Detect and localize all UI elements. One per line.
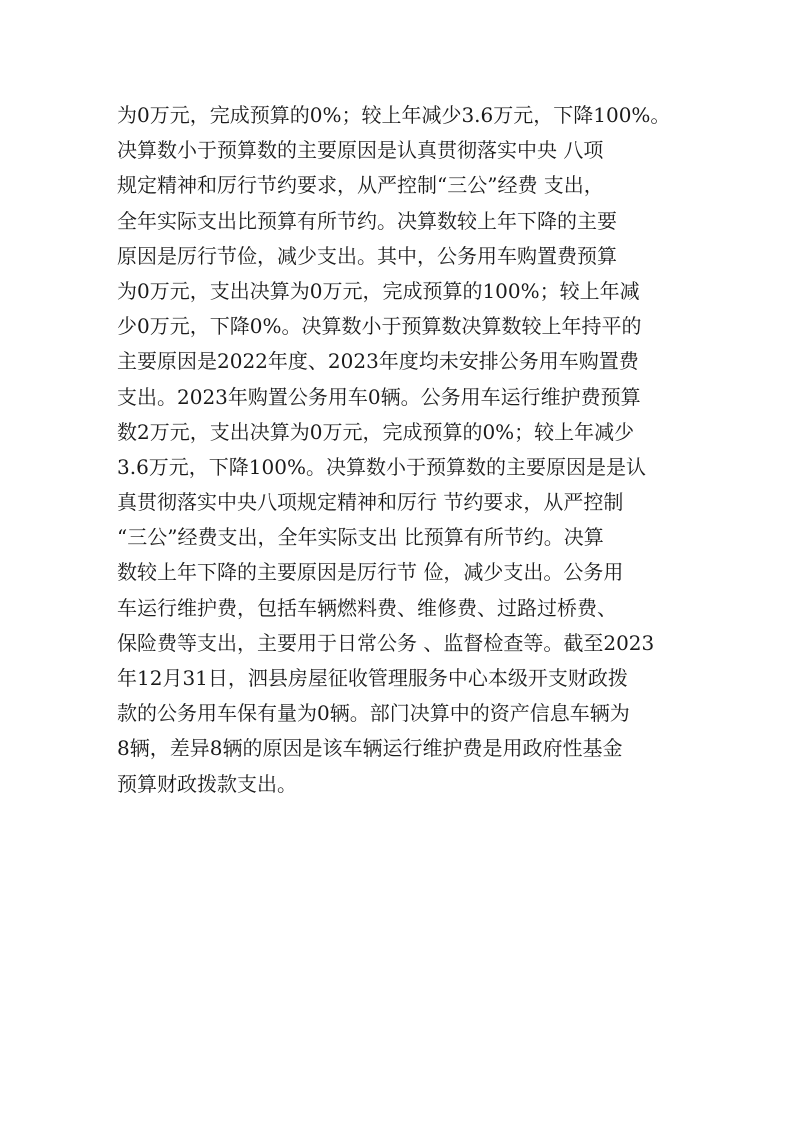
text-line: 为0万元，支出决算为0万元，完成预算的100%；较上年减 — [117, 278, 640, 303]
text-line: 规定精神和厉行节约要求，从严控制“三公”经费 支出， — [117, 173, 604, 198]
text-line: 数2万元，支出决算为0万元，完成预算的0%；较上年减少 — [117, 419, 635, 444]
text-line: 决算数小于预算数的主要原因是认真贯彻落实中央 八项 — [117, 138, 604, 163]
text-line: 预算财政拨款支出。 — [117, 771, 297, 796]
text-line: 为0万元，完成预算的0%；较上年减少3.6万元，下降100%。 — [117, 103, 671, 127]
text-line: “三公”经费支出，全年实际支出 比预算有所节约。决算 — [117, 525, 604, 550]
text-line: 年12月31日，泗县房屋征收管理服务中心本级开支财政拨 — [117, 666, 628, 690]
text-line: 主要原因是2022年度、2023年度均未安排公务用车购置费 — [117, 349, 639, 374]
text-line: 保险费等支出，主要用于日常公务 、监督检查等。截至2023 — [117, 630, 655, 655]
text-line: 8辆，差异8辆的原因是该车辆运行维护费是用政府性基金 — [117, 736, 623, 761]
text-line: 车运行维护费，包括车辆燃料费、维修费、过路过桥费、 — [117, 595, 617, 620]
text-line: 真贯彻落实中央八项规定精神和厉行 节约要求，从严控制 — [117, 490, 624, 515]
text-line: 原因是厉行节俭，减少支出。其中，公务用车购置费预算 — [117, 243, 617, 268]
text-line: 少0万元，下降0%。决算数小于预算数决算数较上年持平的 — [117, 314, 642, 339]
text-line: 3.6万元，下降100%。决算数小于预算数的主要原因是是认 — [117, 454, 646, 479]
text-line: 全年实际支出比预算有所节约。决算数较上年下降的主要 — [117, 208, 617, 233]
text-line: 款的公务用车保有量为0辆。部门决算中的资产信息车辆为 — [117, 701, 630, 726]
text-line: 数较上年下降的主要原因是厉行节 俭，减少支出。公务用 — [117, 560, 624, 585]
text-line: 支出。2023年购置公务用车0辆。公务用车运行维护费预算 — [117, 384, 641, 409]
body-text — [117, 98, 687, 802]
